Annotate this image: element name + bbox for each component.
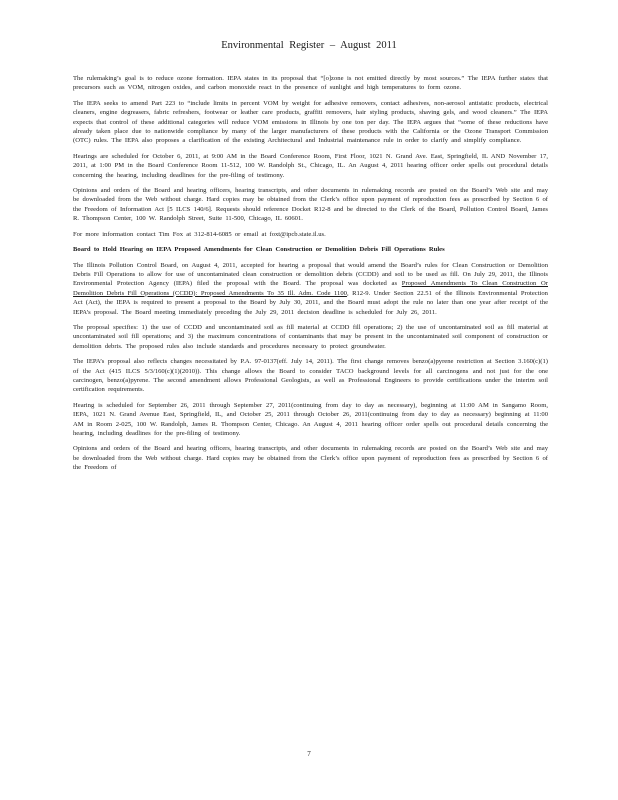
page-number: 7 (307, 750, 311, 758)
paragraph: Opinions and orders of the Board and hearing officers, hearing transcripts, and other documents in rulemaking records are posted on the Board’s Web site and may be downloaded from the Web without charge. Hard copies may be obtained from the Clerk’s office upon payment of reproduction fees as prescribed by Section 6 of the Freedom of Information Act [5 ILCS 140/6]. Requests should reference Docket R12-8 and be directed to the Clerk of the Board, Pollution Control Board, James R. Thompson Center, 100 W. Randolph Street, Suite 11-500, Chicago, IL 60601. (73, 187, 548, 223)
article-body (73, 74, 548, 479)
paragraph-text: The Illinois Pollution Control Board, on August 4, 2011, accepted for hearing a proposal that would amend the Board’s rules for Clean Construction or Demolition Debris Fill Operations to allow for use of uncontaminated clean construction or demolition debris (CCDD) and soil to be used as fill. On July 29, 2011, the Illinois Environmental Protection Agency (IEPA) filed the proposal with the Board. The proposal was docketed as (73, 261, 548, 288)
paragraph: Hearing is scheduled for September 26, 2011 through September 27, 2011(continuing from day to day as necessary), beginning at 11:00 AM in Sangamo Room, IEPA, 1021 N. Grand Avenue East, Springfield, IL, and October 25, 2011 through October 26, 2011(continuing from day to day as necessary) beginning at 11:00 AM in Room 2-025, 100 W. Randolph, James R. Thompson Center, Chicago. An August 4, 2011 hearing officer order spells out procedural details concerning the hearing, including deadlines for the pre-filing of testimony. (73, 401, 548, 437)
paragraph: Opinions and orders of the Board and hearing officers, hearing transcripts, and other documents in rulemaking records are posted on the Board’s Web site and may be downloaded from the Web without charge. Hard copies may be obtained from the Clerk’s office upon payment of reproduction fees as prescribed by Section 6 of the Freedom of (73, 445, 548, 472)
paragraph-text: , R12-9. Under Section 22.51 of the Illinois Environmental Protection Act (Act), the IEPA is required to present a proposal to the Board by July 30, 2011, and the Board must adopt the rule no later than one year after receipt of the IEPA’s proposal. The Board meeting immediately preceding the July 29, 2011 decision deadline is scheduled for July 26, 2011. (73, 289, 548, 316)
paragraph: Hearings are scheduled for October 6, 2011, at 9:00 AM in the Board Conference Room, First Floor, 1021 N. Grand Ave. East, Springfield, IL AND November 17, 2011, at 1:00 PM in the Board Conference Room 11-512, 100 W. Randolph St., Chicago, IL. An August 4, 2011 hearing officer order spells out procedural details concerning the hearing, including deadlines for the pre-filing of testimony. (73, 152, 548, 179)
paragraph: For more information contact Tim Fox at 312-814-6085 or email at foxt@ipcb.state.il.us. (73, 230, 326, 238)
section-heading: Board to Hold Hearing on IEPA Proposed Amendments for Clean Construction or Demolition Debris Fill Operations Rules (73, 246, 445, 254)
paragraph: The proposal specifies: 1) the use of CCDD and uncontaminated soil as fill material at CCDD fill operations; 2) the use of uncontaminated soil as fill material at uncontaminated soil fill operations; and 3) the maximum concentrations of contaminants that may be present in the uncontaminated soil component of construction or demolition debris. The proposed rules also include standards and procedures necessary to protect groundwater. (73, 323, 548, 350)
page-header: Environmental Register – August 2011 (221, 40, 397, 51)
paragraph (73, 261, 548, 317)
docket-link[interactable]: Proposed Amendments To Clean Construction Or Demolition Debris Fill Operations (CCDD): Proposed Amendments To 35 Ill. Adm. Code 1100 (73, 280, 549, 297)
paragraph: The IEPA seeks to amend Part 223 to “include limits in percent VOM by weight for adhesive removers, contact adhesives, non-aerosol antistatic products, electrical cleaners, engine degreasers, fabric refreshers, footwear or leather care products, graffiti removers, hair styling products, shaving gels, and wood cleaners.” The IEPA expects that control of these additional categories will reduce VOM emissions in Illinois by one ton per day. The IEPA argues that “some of these reductions have already taken place due to nationwide compliance by many of the larger manufacturers of these products with the California or the Ozone Transport Commission (OTC) rules. The IEPA also proposes a clarification of the existing Architectural and Industrial maintenance rule in order to clarify and simplify compliance. (73, 99, 548, 145)
paragraph: The IEPA’s proposal also reflects changes necessitated by P.A. 97-0137(eff. July 14, 2011). The first change removes benzo(a)pyrene restriction at Section 3.160(c)(1) of the Act (415 ILCS 5/3/160(c)(1)(2010)). This change allows the Board to consider TACO background levels for all carcinogens and not just for the one carcinogen, benzo(a)pyrene. The second amendment allows Professional Geologists, as well as Professional Engineers to provide certifications under the interim soil certification requirements. (73, 358, 548, 394)
paragraph: The rulemaking’s goal is to reduce ozone formation. IEPA states in its proposal that “[o]zone is not emitted directly by most sources.” The IEPA further states that precursors such as VOM, nitrogen oxides, and carbon monoxide react in the presence of sunlight and high temperatures to form ozone. (73, 75, 548, 92)
